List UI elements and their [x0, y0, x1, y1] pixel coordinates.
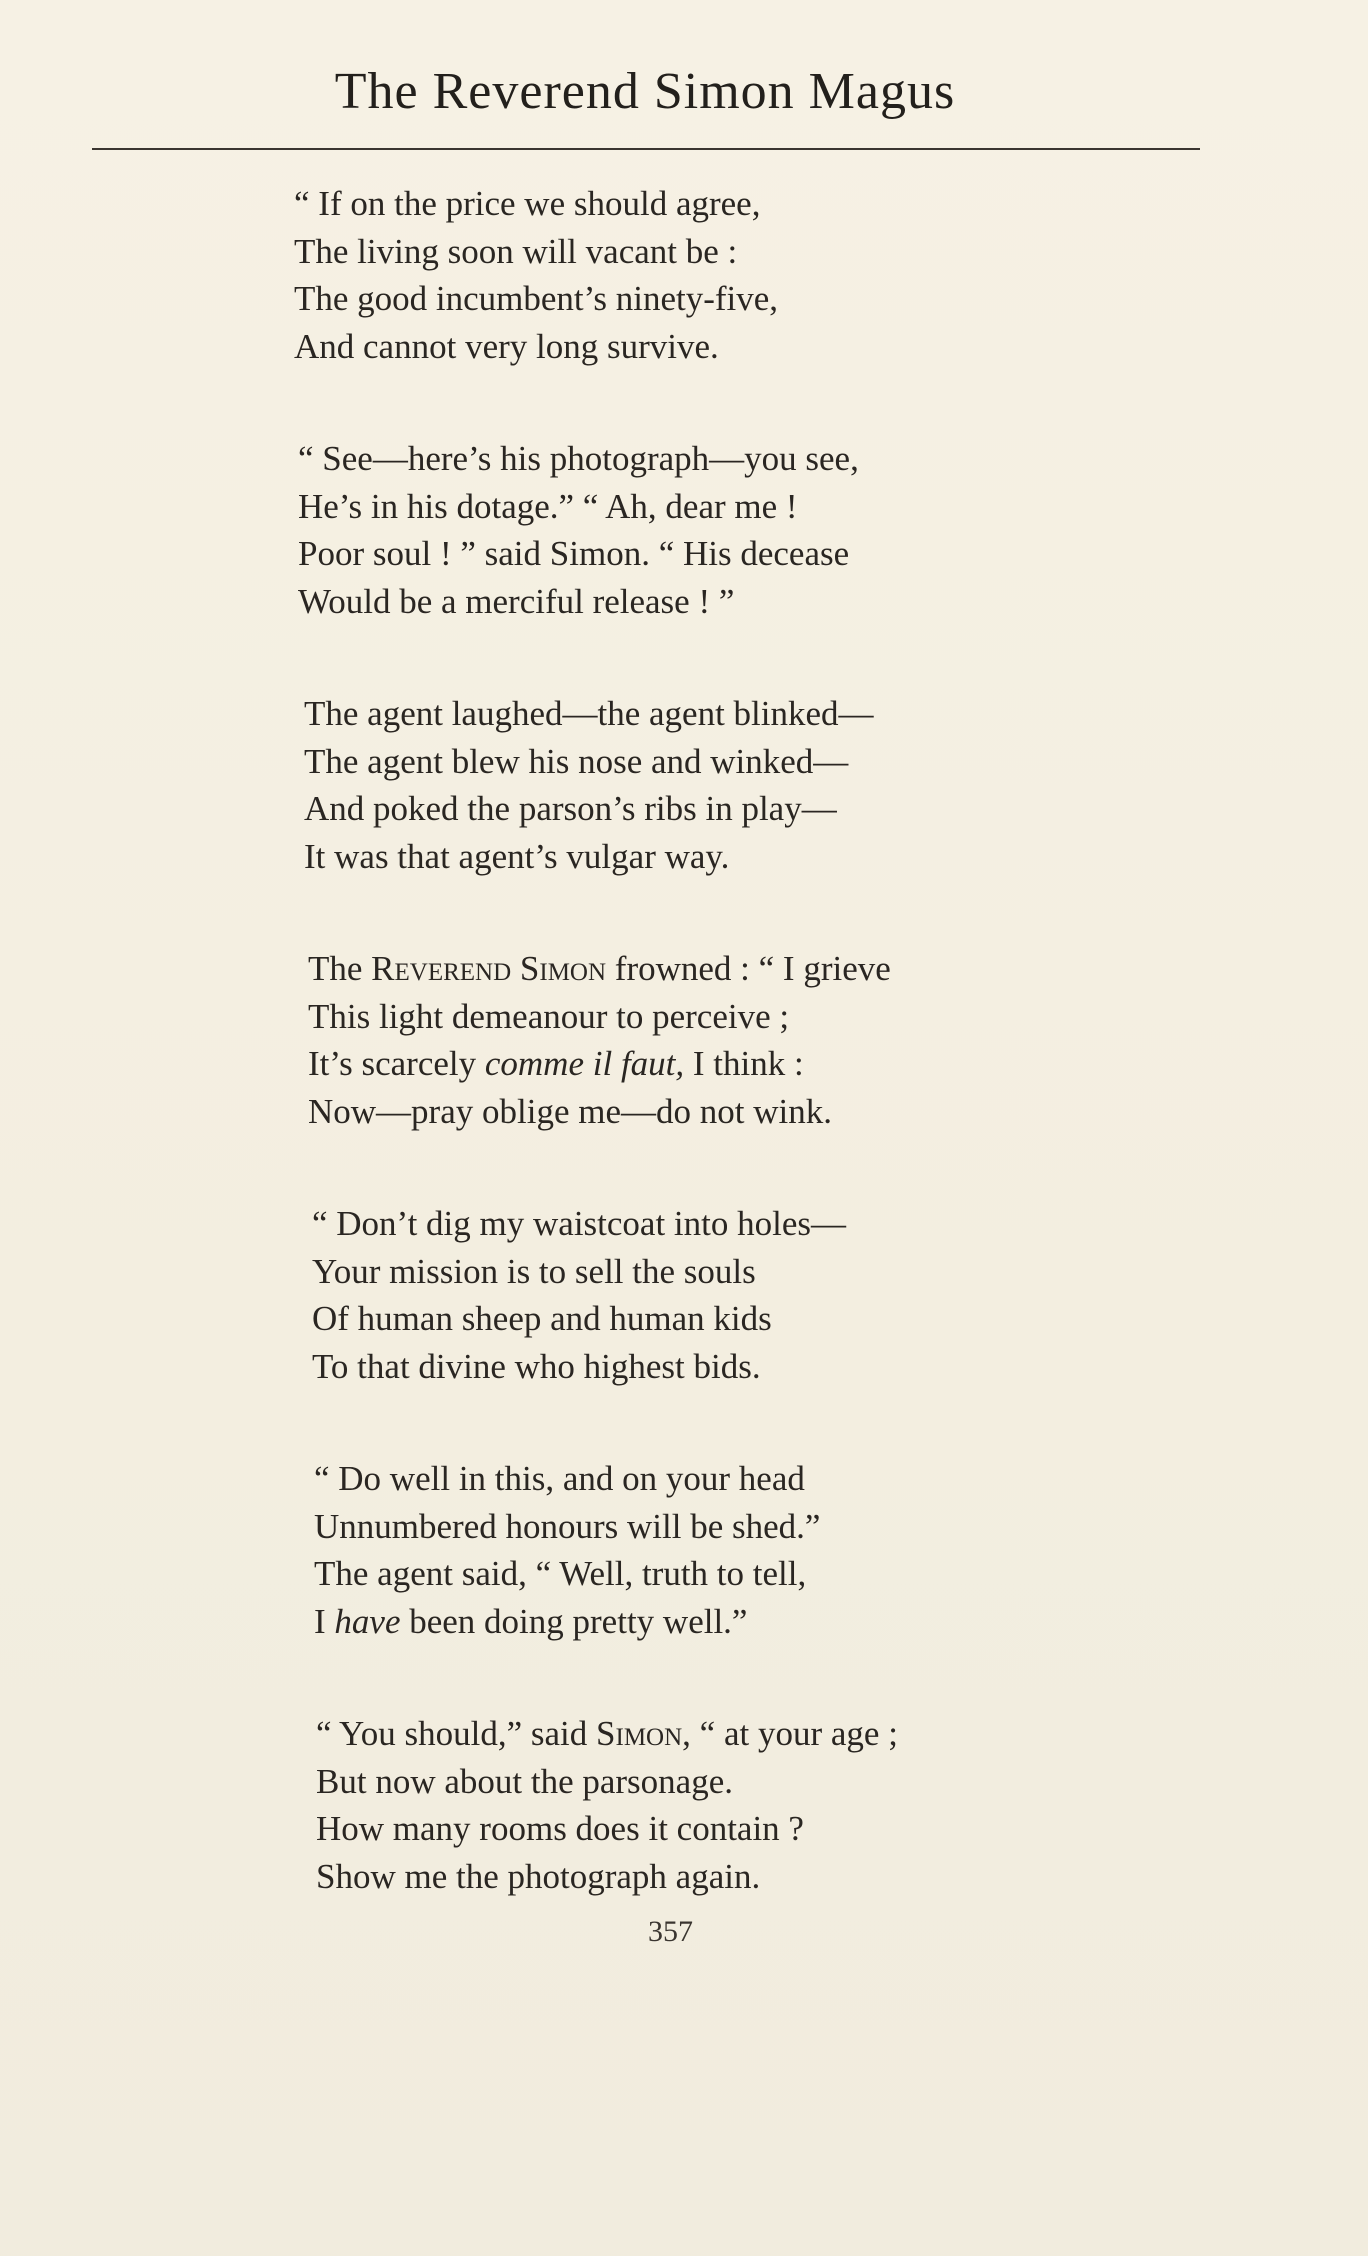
- poem-line: The agent said, “ Well, truth to tell,: [314, 1554, 807, 1593]
- italic-phrase: comme il faut,: [484, 1044, 685, 1083]
- line-text: I: [314, 1601, 335, 1641]
- poem-line: Unnumbered honours will be shed.”: [314, 1506, 821, 1546]
- stanza-2: [294, 435, 1094, 625]
- poem-line: Your mission is to sell the souls: [312, 1251, 756, 1291]
- poem-line: He’s in his dotage.” “ Ah, dear me !: [298, 486, 798, 526]
- poem: [294, 180, 1094, 1900]
- poem-line: Would be a merciful release ! ”: [298, 581, 735, 621]
- poem-line: Show me the photograph again.: [316, 1856, 761, 1896]
- italic-phrase: have: [334, 1601, 401, 1641]
- poem-line: And cannot very long survive.: [294, 326, 719, 366]
- page-number: 357: [648, 1915, 693, 1948]
- stanza-6: [294, 1455, 1094, 1645]
- poem-line: [308, 1040, 1094, 1088]
- poem-line: The living soon will vacant be :: [294, 231, 738, 271]
- poem-line: To that divine who highest bids.: [312, 1346, 761, 1386]
- poem-line: But now about the parsonage.: [316, 1761, 733, 1801]
- poem-line: [308, 945, 1094, 993]
- stanza-5: [294, 1200, 1094, 1390]
- stanza-4: [294, 945, 1094, 1135]
- line-text: “ You should,” said: [316, 1714, 597, 1753]
- character-name: Reverend Simon: [371, 949, 607, 988]
- character-name: Simon: [596, 1714, 683, 1753]
- line-text: I think :: [684, 1044, 804, 1083]
- line-text: frowned : “ I grieve: [606, 949, 891, 988]
- poem-line: “ Do well in this, and on your head: [314, 1459, 805, 1498]
- poem-line: This light demeanour to perceive ;: [308, 996, 790, 1036]
- poem-line: It was that agent’s vulgar way.: [304, 836, 730, 876]
- stanza-1: [294, 180, 1094, 370]
- line-text: been doing pretty well.”: [400, 1601, 748, 1641]
- poem-line: “ If on the price we should agree,: [294, 184, 761, 223]
- poem-line: And poked the parson’s ribs in play—: [304, 789, 837, 828]
- line-text: , “ at your age ;: [682, 1714, 898, 1753]
- line-text: The: [308, 949, 372, 988]
- poem-line: The good incumbent’s ninety-five,: [294, 279, 779, 318]
- header-rule: [92, 148, 1200, 150]
- poem-line: [316, 1710, 1094, 1758]
- poem-line: The agent blew his nose and winked—: [304, 741, 849, 781]
- poem-line: “ Don’t dig my waistcoat into holes—: [312, 1204, 847, 1243]
- stanza-7: [294, 1710, 1094, 1900]
- running-title: The Reverend Simon Magus: [334, 63, 956, 120]
- line-text: It’s scarcely: [308, 1044, 485, 1083]
- poem-line: The agent laughed—the agent blinked—: [304, 694, 874, 733]
- poem-line: Of human sheep and human kids: [312, 1299, 772, 1338]
- poem-line: Now—pray oblige me—do not wink.: [308, 1091, 832, 1131]
- poem-line: Poor soul ! ” said Simon. “ His decease: [298, 534, 850, 573]
- poem-line: “ See—here’s his photograph—you see,: [298, 439, 859, 478]
- poem-line: [314, 1598, 1094, 1646]
- stanza-3: [294, 690, 1094, 880]
- poem-line: How many rooms does it contain ?: [316, 1809, 804, 1848]
